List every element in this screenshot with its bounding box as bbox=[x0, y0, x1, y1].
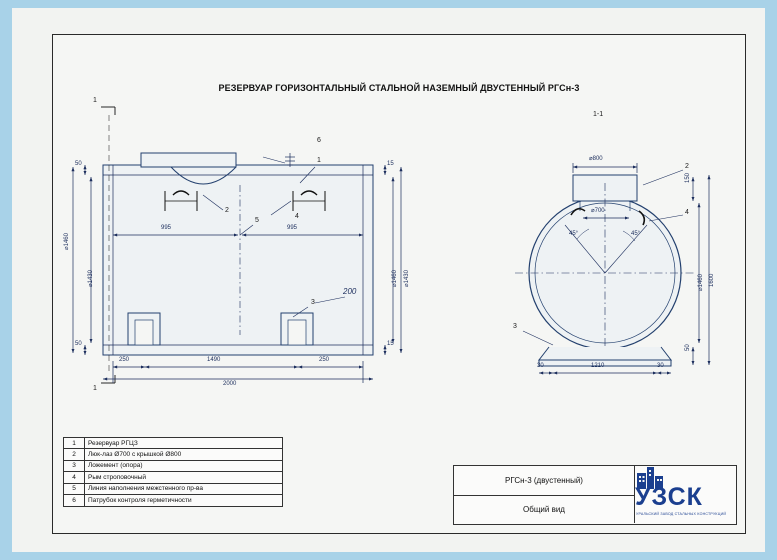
table-row bbox=[64, 460, 283, 471]
callout-6: 6 bbox=[317, 137, 321, 144]
page-title: РЕЗЕРВУАР ГОРИЗОНТАЛЬНЫЙ СТАЛЬНОЙ НАЗЕМНЫЙ ДВУСТЕННЫЙ РГСн-3 bbox=[218, 83, 580, 93]
callout-3: 3 bbox=[311, 299, 315, 306]
legend-number: 2 bbox=[64, 449, 85, 460]
callout-2: 2 bbox=[225, 207, 229, 214]
dim-diameter-inner-front-right: ⌀1430 bbox=[404, 270, 410, 287]
dim-total-height: 1600 bbox=[709, 273, 715, 287]
table-row bbox=[64, 483, 283, 494]
dim-left-bottom: 50 bbox=[75, 341, 82, 347]
legend-text: Резервуар РГЦЗ bbox=[85, 438, 283, 449]
dim-section-base-left: 30 bbox=[537, 363, 544, 369]
table-row bbox=[64, 438, 283, 449]
table-row bbox=[64, 495, 283, 506]
section-callout-3: 3 bbox=[513, 323, 517, 330]
logo-text: УЗСК bbox=[635, 483, 703, 511]
legend-number: 1 bbox=[64, 438, 85, 449]
dim-span-right: 995 bbox=[287, 225, 298, 231]
callout-5: 5 bbox=[255, 217, 259, 224]
dim-top-height: 150 bbox=[685, 172, 691, 183]
callout-4: 4 bbox=[295, 213, 299, 220]
dim-diameter-outer-front: ⌀1460 bbox=[64, 233, 70, 250]
dim-angle-left: 45° bbox=[569, 231, 579, 237]
legend-number: 6 bbox=[64, 495, 85, 506]
dim-diameter-outer-front-right: ⌀1460 bbox=[392, 270, 398, 287]
dim-diameter-outer-section: ⌀1460 bbox=[698, 274, 704, 291]
section-mark-bottom: 1 bbox=[93, 385, 97, 392]
dim-overall-length: 2000 bbox=[223, 381, 237, 387]
section-view-label: 1-1 bbox=[593, 111, 604, 118]
drawing-sheet bbox=[12, 8, 765, 552]
legend-text: Ложемент (опора) bbox=[85, 460, 283, 471]
section-mark-top: 1 bbox=[93, 97, 97, 104]
dim-section-base-center: 1210 bbox=[591, 363, 605, 369]
drawing-frame bbox=[52, 34, 746, 534]
dim-left-top: 50 bbox=[75, 161, 82, 167]
callout-1: 1 bbox=[317, 157, 321, 164]
dim-right-bottom: 15 bbox=[387, 341, 394, 347]
section-callout-4: 4 bbox=[685, 209, 689, 216]
legend-text: Патрубок контроля герметичности bbox=[85, 495, 283, 506]
table-row bbox=[64, 449, 283, 460]
logo-slogan: УРАЛЬСКИЙ ЗАВОД СТАЛЬНЫХ КОНСТРУКЦИЙ bbox=[636, 512, 727, 516]
legend-text: Рым строповочный bbox=[85, 472, 283, 483]
dim-section-base-right: 30 bbox=[657, 363, 664, 369]
legend-number: 3 bbox=[64, 460, 85, 471]
dim-right-top: 15 bbox=[387, 161, 394, 167]
dim-base-height: 50 bbox=[685, 344, 691, 351]
table-row bbox=[64, 472, 283, 483]
dim-span-left: 995 bbox=[161, 225, 172, 231]
dim-hatch-inner: ⌀700 bbox=[591, 208, 605, 214]
legend-text: Люк-лаз Ø700 с крышкой Ø800 bbox=[85, 449, 283, 460]
legend-number: 5 bbox=[64, 483, 85, 494]
dim-base-center: 1490 bbox=[207, 357, 221, 363]
legend-text: Линия наполнения межстенного пр-ва bbox=[85, 483, 283, 494]
dim-angle-right: 45° bbox=[631, 231, 641, 237]
section-callout-2: 2 bbox=[685, 163, 689, 170]
legend-number: 4 bbox=[64, 472, 85, 483]
company-logo bbox=[635, 467, 731, 521]
dim-base-right: 250 bbox=[319, 357, 330, 363]
dim-support-width: 200 bbox=[343, 287, 357, 296]
dim-hatch-outer: ⌀800 bbox=[589, 156, 603, 162]
title-block-subtitle: Общий вид bbox=[454, 495, 635, 523]
dim-base-left: 250 bbox=[119, 357, 130, 363]
legend-table bbox=[63, 437, 283, 507]
title-block-name: РГСн-3 (двустенный) bbox=[454, 466, 635, 496]
dim-diameter-inner-front: ⌀1430 bbox=[88, 270, 94, 287]
